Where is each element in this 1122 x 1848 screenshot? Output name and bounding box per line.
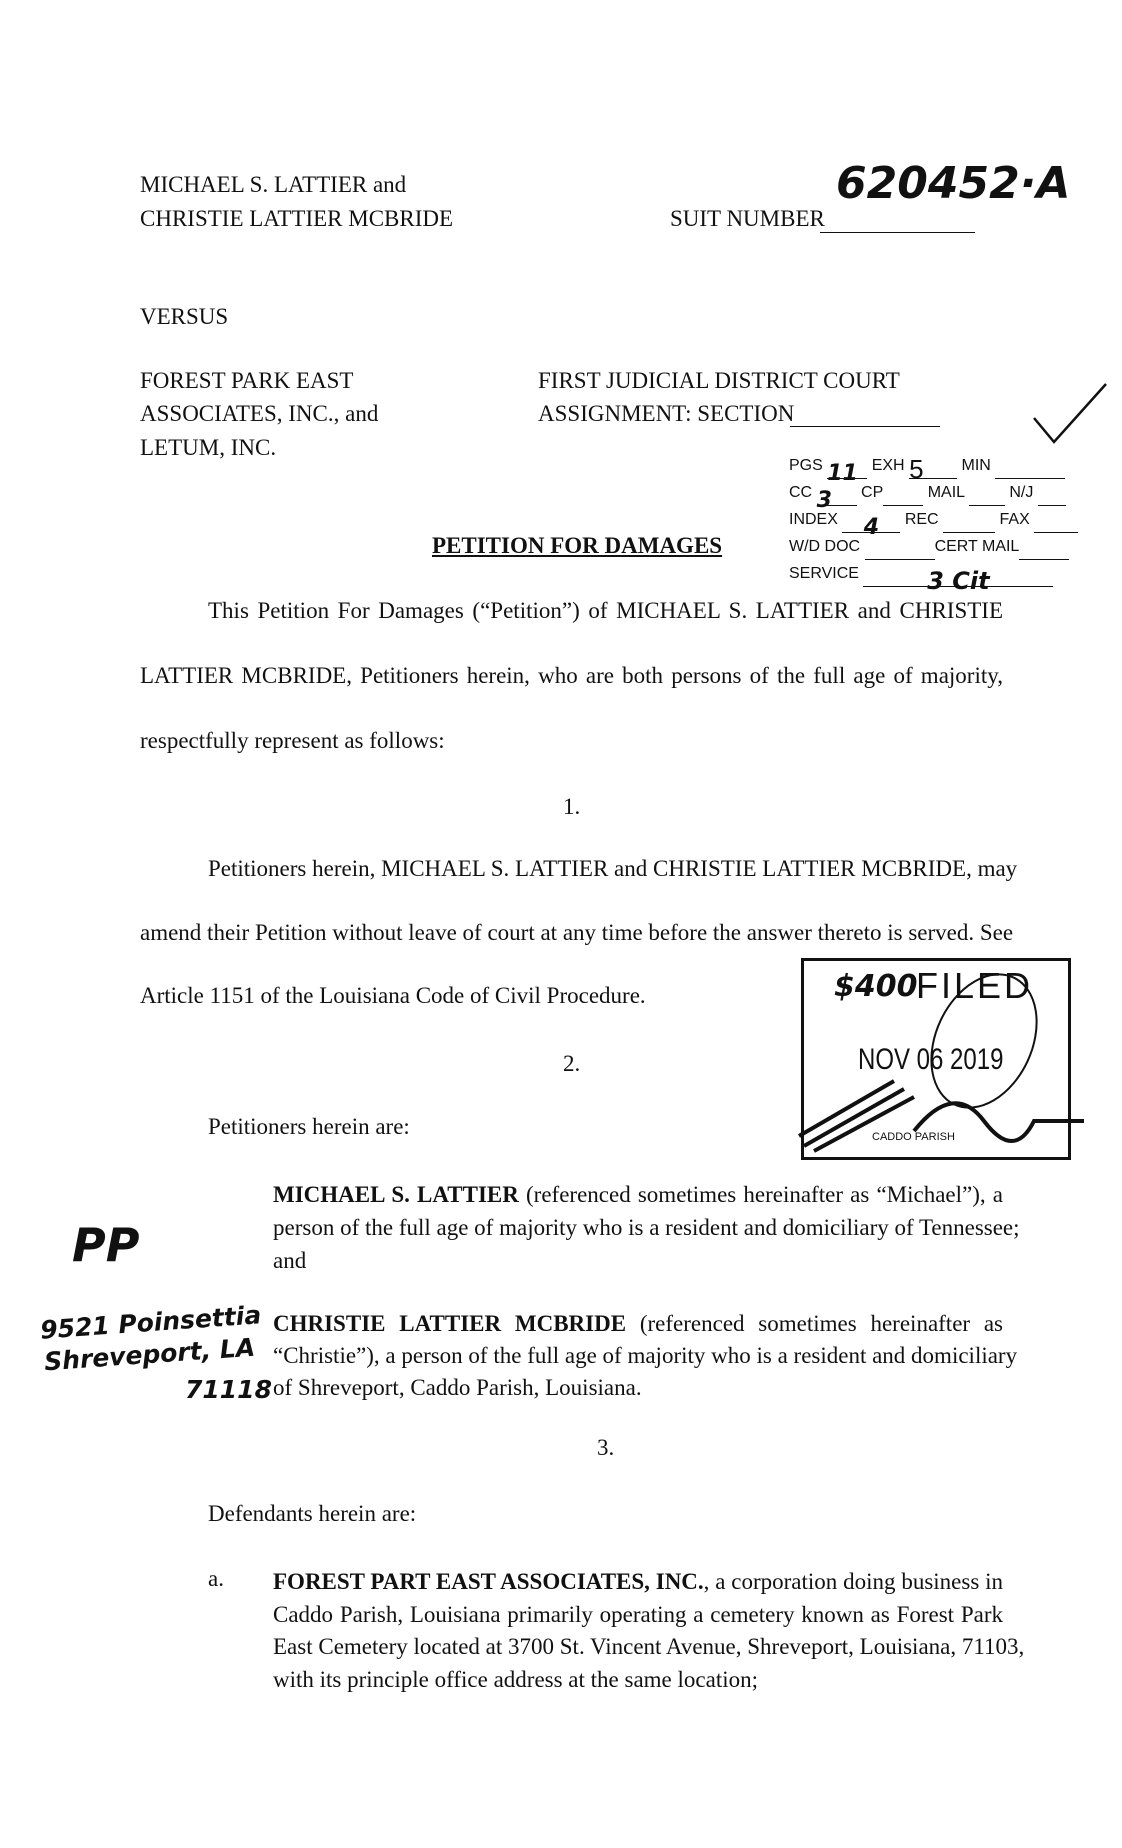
cc-value: 3 bbox=[817, 487, 857, 506]
nj-label: N/J bbox=[1009, 484, 1034, 501]
pgs-label: PGS bbox=[789, 457, 823, 474]
intro-line-3: respectfully represent as follows: bbox=[140, 728, 445, 753]
assignment-section: ASSIGNMENT: SECTION bbox=[538, 401, 795, 426]
section-number-3: 3. bbox=[597, 1435, 615, 1460]
versus-label: VERSUS bbox=[140, 304, 229, 329]
item-letter-a: a. bbox=[208, 1566, 224, 1591]
cp-line bbox=[883, 487, 923, 506]
plaintiff-line-2: CHRISTIE LATTIER MCBRIDE bbox=[140, 206, 454, 231]
section-1-line-1: Petitioners herein, MICHAEL S. LATTIER and CHRISTIE LATTIER MCBRIDE, may bbox=[208, 856, 1018, 881]
party-text: (referenced sometimes hereinafter as bbox=[626, 1311, 1004, 1336]
party-text: (referenced sometimes hereinafter as “Michael”), a bbox=[518, 1182, 1003, 1207]
mail-label: MAIL bbox=[927, 484, 965, 501]
section-line bbox=[790, 426, 940, 427]
stamp-fee: $400 bbox=[834, 969, 918, 1004]
party-michael bbox=[273, 1178, 1020, 1277]
defendant-text: with its principle office address at the same location; bbox=[273, 1666, 758, 1692]
plaintiff-line-1: MICHAEL S. LATTIER and bbox=[140, 172, 407, 197]
fax-line bbox=[1034, 514, 1078, 533]
defendant-line-2: ASSOCIATES, INC., and bbox=[140, 401, 379, 426]
suit-number-label: SUIT NUMBER bbox=[670, 206, 825, 231]
index-value: 4 bbox=[842, 514, 900, 533]
section-1-line-3: Article 1151 of the Louisiana Code of Civil Procedure. bbox=[140, 983, 646, 1008]
party-name: CHRISTIE LATTIER MCBRIDE bbox=[273, 1311, 627, 1336]
rec-label: REC bbox=[904, 511, 939, 528]
party-text: of Shreveport, Caddo Parish, Louisiana. bbox=[273, 1375, 642, 1400]
handwritten-address-2: Shreveport, LA bbox=[43, 1332, 256, 1377]
section-3-lead: Defendants herein are: bbox=[208, 1501, 417, 1526]
defendant-text: , a corporation doing business in bbox=[703, 1569, 1003, 1594]
party-christie bbox=[273, 1308, 1018, 1404]
checkmark-icon bbox=[1030, 380, 1110, 450]
pgs-value: 11 bbox=[827, 460, 867, 479]
wd-doc-line bbox=[865, 541, 935, 560]
stamp-filed: FILED bbox=[916, 965, 1034, 1006]
handwritten-address-3: 71118 bbox=[185, 1375, 272, 1404]
cc-label: CC bbox=[789, 484, 813, 501]
stamp-parish: CADDO PARISH bbox=[872, 1131, 955, 1143]
signature-scribble bbox=[794, 971, 1084, 1161]
defendant-name: FOREST PART EAST ASSOCIATES, INC. bbox=[273, 1569, 704, 1594]
party-text: “Christie”), a person of the full age of majority who is a resident and domiciliary bbox=[273, 1343, 1018, 1368]
service-value: 3 Cit bbox=[863, 568, 1053, 587]
service-label: SERVICE bbox=[789, 565, 859, 582]
handwritten-initials: PP bbox=[72, 1218, 140, 1272]
section-2-lead: Petitioners herein are: bbox=[208, 1114, 410, 1139]
rec-line bbox=[943, 514, 995, 533]
defendant-text: East Cemetery located at 3700 St. Vincent Avenue, Shreveport, Louisiana, 71103, bbox=[273, 1634, 1025, 1659]
party-text: and bbox=[273, 1248, 307, 1273]
party-name: MICHAEL S. LATTIER bbox=[273, 1182, 519, 1207]
party-text: person of the full age of majority who is a resident and domiciliary of Tennessee; bbox=[273, 1215, 1020, 1240]
min-line bbox=[995, 460, 1065, 479]
intro-line-2: LATTIER MCBRIDE, Petitioners herein, who are both persons of the full age of majority, bbox=[140, 663, 1003, 688]
cp-label: CP bbox=[861, 484, 884, 501]
fax-label: FAX bbox=[999, 511, 1030, 528]
defendant-line-1: FOREST PARK EAST bbox=[140, 368, 354, 393]
handwritten-address-1: 9521 Poinsettia bbox=[39, 1300, 263, 1345]
min-label: MIN bbox=[961, 457, 991, 474]
section-number-1: 1. bbox=[563, 794, 581, 819]
nj-line bbox=[1038, 487, 1066, 506]
document-title: PETITION FOR DAMAGES bbox=[432, 533, 723, 558]
wd-doc-label: W/D DOC bbox=[789, 538, 861, 555]
defendant-item-a bbox=[273, 1566, 1025, 1696]
clerk-filing-box bbox=[789, 452, 1078, 595]
suit-number-line bbox=[820, 232, 975, 233]
stamp-date: NOV 06 2019 bbox=[858, 1043, 1004, 1076]
filed-stamp bbox=[801, 958, 1071, 1160]
section-number-2: 2. bbox=[563, 1051, 581, 1076]
index-label: INDEX bbox=[789, 511, 838, 528]
exh-label: EXH bbox=[871, 457, 905, 474]
defendant-line-3: LETUM, INC. bbox=[140, 435, 277, 460]
court-name: FIRST JUDICIAL DISTRICT COURT bbox=[538, 368, 900, 393]
exh-value: 5 bbox=[909, 460, 957, 479]
cert-mail-line bbox=[1019, 541, 1069, 560]
suit-number-handwritten: 620452·A bbox=[836, 158, 1071, 209]
mail-line bbox=[969, 487, 1005, 506]
cert-mail-label: CERT MAIL bbox=[934, 538, 1020, 555]
intro-line-1: This Petition For Damages (“Petition”) of MICHAEL S. LATTIER and CHRISTIE bbox=[208, 598, 1003, 623]
defendant-text: Caddo Parish, Louisiana primarily operating a cemetery known as Forest Park bbox=[273, 1601, 1003, 1627]
section-1-line-2: amend their Petition without leave of court at any time before the answer thereto is served. See bbox=[140, 920, 1014, 945]
